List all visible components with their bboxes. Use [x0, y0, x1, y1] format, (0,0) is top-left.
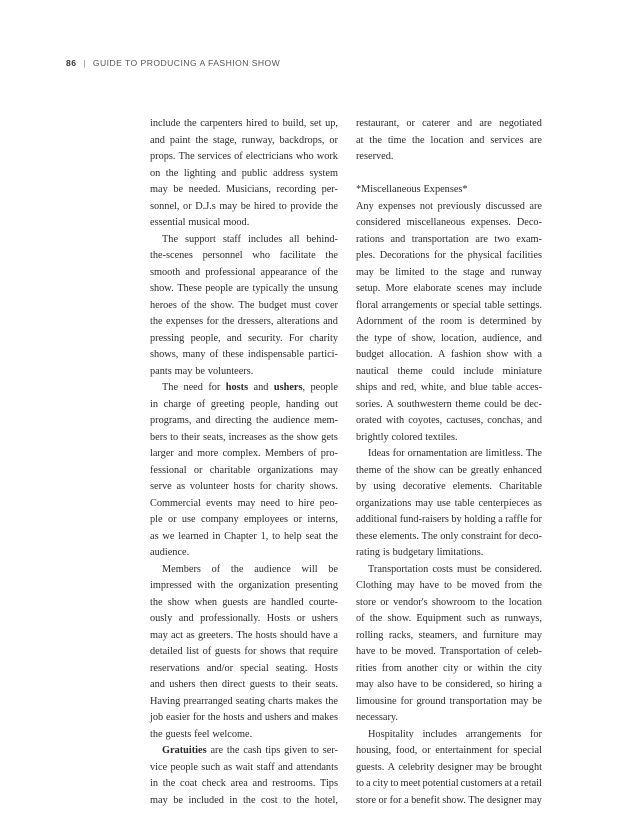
text-line: at the time the location and services are — [356, 134, 542, 146]
text-line: the guests feel welcome. — [150, 728, 253, 740]
text-line: Gratuities are the cash tips given to ser- — [162, 745, 338, 756]
text-line: may be limited to the stage and runway — [356, 266, 542, 278]
text-line: sories. A southwestern theme could be dec- — [356, 398, 542, 410]
text-line: additional fund-raisers by holding a raffle for — [356, 514, 542, 525]
text-line: bers to their seats, increases as the show gets — [150, 431, 338, 443]
text-line: Members of the audience will be — [162, 563, 338, 575]
text-line: show. These people are typically the unsung — [150, 283, 338, 294]
text-line: brightly colored textiles. — [356, 431, 458, 443]
text-line: may be included in the cost to the hotel, — [150, 794, 338, 806]
text-line: of the show. Equipment such as runways, — [356, 613, 542, 624]
text-line: rities from another city or within the city — [356, 662, 542, 674]
text-line: serve as volunteer hosts for charity shows. — [150, 481, 338, 492]
text-line: rolling racks, steamers, and furniture may — [356, 629, 542, 641]
text-line: impressed with the organization presenting — [150, 580, 338, 591]
text-line: considered miscellaneous expenses. Deco- — [356, 217, 542, 228]
left-text-column — [150, 116, 338, 809]
text-line: the-scenes personnel who facilitate the — [150, 250, 338, 261]
text-line: rations and transportation are two exam- — [356, 233, 542, 245]
text-line: on the lighting and public address system — [150, 167, 338, 179]
text-line: to a city to meet potential customers at a retail — [356, 778, 542, 789]
text-line: rating is budgetary limitations. — [356, 547, 484, 558]
text-line: ously and professionally. Hosts or ushers — [150, 613, 338, 624]
text-line: Commercial events may need to hire peo- — [150, 497, 338, 509]
text-line: shows, many of these indispensable partici- — [150, 349, 338, 360]
text-line: The support staff includes all behind- — [162, 233, 338, 245]
text-line — [356, 166, 542, 183]
text-line: vice people such as wait staff and attendants — [150, 761, 338, 773]
text-line: Transportation costs must be considered. — [368, 563, 542, 575]
text-line: pressing people, and security. For charity — [150, 332, 338, 344]
text-line: Having prearranged seating charts makes the — [150, 695, 338, 707]
text-line: may also have to be considered, so hiring a — [356, 679, 542, 690]
text-line: ships and red, white, and blue table acces- — [356, 382, 542, 393]
text-line: fessional or charitable organizations may — [150, 464, 338, 476]
text-line: include the carpenters hired to build, set up, — [150, 118, 338, 129]
text-line: setup. More elaborate scenes may include — [356, 283, 542, 294]
running-header — [66, 58, 280, 68]
text-line: the type of show, location, audience, and — [356, 332, 542, 344]
text-line: audience. — [150, 547, 190, 558]
text-line: ple or use company employees or interns, — [150, 514, 338, 525]
page-number: 86 — [66, 58, 77, 68]
text-line: Hospitality includes arrangements for — [368, 728, 542, 740]
text-line: Ideas for ornamentation are limitless. The — [368, 448, 542, 459]
text-line: as we learned in Chapter 1, to help seat the — [150, 530, 338, 542]
text-line: heroes of the show. The budget must cover — [150, 299, 338, 311]
text-line: *Miscellaneous Expenses* — [356, 184, 468, 195]
text-line: limousine for ground transportation may be — [356, 695, 542, 707]
text-line: The need for hosts and ushers, people — [162, 382, 338, 393]
text-line: guests. A celebrity designer may be brought — [356, 761, 542, 773]
text-line: job easier for the hosts and ushers and makes — [150, 712, 338, 723]
text-line: may act as greeters. The hosts should have a — [150, 629, 338, 641]
text-line: have to be moved. Transportation of celeb- — [356, 646, 542, 657]
text-line: larger and more complex. Members of pro- — [150, 448, 338, 459]
text-line: essential musical mood. — [150, 217, 250, 228]
running-title: GUIDE TO PRODUCING A FASHION SHOW — [92, 58, 281, 68]
text-line: reserved. — [356, 151, 394, 162]
text-line: props. The services of electricians who work — [150, 151, 338, 162]
text-line: pants may be volunteers. — [150, 365, 254, 377]
text-line: organizations may use table centerpieces as — [356, 497, 542, 509]
text-line: orated with coyotes, cactuses, conchas, and — [356, 415, 542, 426]
text-line: budget allocation. A fashion show with a — [356, 349, 542, 360]
text-line: nautical theme could include miniature — [356, 365, 542, 377]
text-line: and ushers then direct guests to their seats. — [150, 679, 338, 690]
text-line: may be needed. Musicians, recording per- — [150, 184, 338, 195]
text-line: theme of the show can be greatly enhanced — [356, 464, 542, 476]
text-line: housing, food, or entertainment for special — [356, 745, 542, 756]
text-line: reservations and/or special seating. Hosts — [150, 662, 338, 674]
text-line: store or for a benefit show. The designer may — [356, 794, 542, 806]
text-line: restaurant, or caterer and are negotiated — [356, 118, 542, 129]
text-line: smooth and professional appearance of the — [150, 266, 338, 278]
text-line: necessary. — [356, 712, 398, 723]
text-line: by using decorative elements. Charitable — [356, 481, 542, 492]
header-separator: | — [83, 58, 86, 68]
text-line: floral arrangements or special table settings. — [356, 299, 542, 311]
text-line: Adornment of the room is determined by — [356, 316, 542, 327]
right-text-column — [356, 116, 542, 809]
text-line: in charge of greeting people, handing out — [150, 398, 338, 410]
text-line: the show when guests are handled courte- — [150, 596, 338, 608]
text-line: ples. Decorations for the physical facilities — [356, 250, 542, 261]
text-line: detailed list of guests for shows that require — [150, 646, 338, 657]
text-line: store or vendor's showroom to the location — [356, 596, 542, 608]
text-line: in the coat check area and restrooms. Tips — [150, 778, 338, 789]
text-line: and paint the stage, runway, backdrops, or — [150, 134, 338, 146]
text-line: Clothing may have to be moved from the — [356, 580, 542, 591]
text-line: Any expenses not previously discussed are — [356, 200, 542, 212]
text-line: sonnel, or D.J.s may be hired to provide the — [150, 200, 338, 212]
text-line: the expenses for the dressers, alterations and — [150, 316, 338, 327]
text-line: programs, and directing the audience mem- — [150, 415, 338, 426]
text-line: these elements. The only constraint for deco- — [356, 530, 542, 542]
